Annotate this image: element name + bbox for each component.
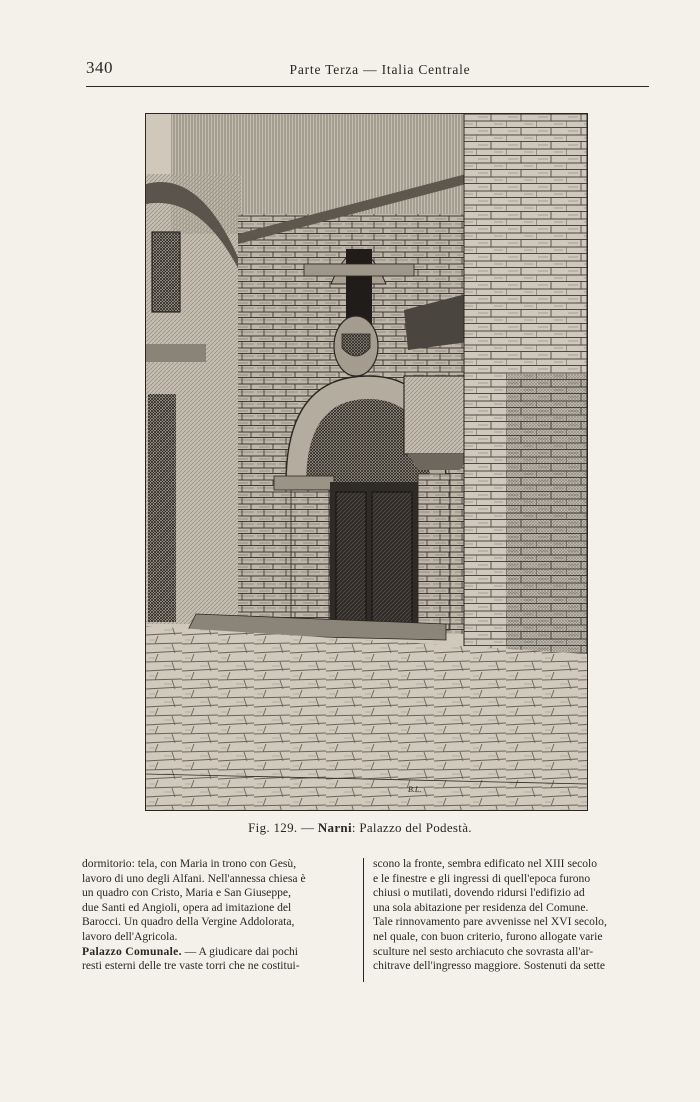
caption-dash: —: [297, 820, 318, 835]
engraving-illustration: [146, 114, 587, 810]
text-line: Tale rinnovamento pare avvenisse nel XVI secolo,: [373, 915, 607, 929]
column-divider: [363, 858, 364, 982]
text-column-right: [373, 857, 647, 974]
text-line: due Santi ed Angioli, opera ad imitazione del: [82, 900, 292, 914]
figure-caption: [0, 820, 700, 836]
paragraph-palazzo-comunale: [82, 945, 356, 960]
engraving-palazzo-podesta: [145, 113, 588, 811]
text-line: chitrave dell'ingresso maggiore. Sostenuti da sette: [373, 959, 605, 973]
text-line: un quadro con Cristo, Maria e San Giuseppe,: [82, 886, 291, 900]
text-line: chiusi o mutilati, dovendo ridursi l'edifizio ad: [373, 886, 585, 900]
text-line: e le finestre e gli ingressi di quell'epoca furono: [373, 871, 591, 885]
text-line: resti esterni delle tre vaste torri che ne costitui-: [82, 959, 300, 973]
text-line: lavoro di uno degli Alfani. Nell'annessa chiesa è: [82, 871, 306, 885]
text-column-left: [82, 857, 356, 974]
header-rule: [86, 86, 649, 87]
section-title: Palazzo Comunale.: [82, 944, 182, 958]
engraver-signature: B.L.: [408, 785, 422, 794]
text-line: lavoro dell'Agricola.: [82, 929, 178, 943]
caption-text: : Palazzo del Podestà.: [351, 820, 472, 835]
text-line: Barocci. Un quadro della Vergine Addolorata,: [82, 915, 295, 929]
text-line: — A giudicare dai pochi: [181, 944, 299, 958]
text-line: scono la fronte, sembra edificato nel XIII secolo: [373, 857, 598, 870]
text-line: una sola abitazione per residenza del Comune.: [373, 900, 589, 914]
text-line: nel quale, con buon criterio, furono allogate varie: [373, 929, 603, 943]
page-number: 340: [86, 58, 113, 77]
caption-label: Fig. 129.: [248, 820, 298, 835]
text-line: dormitorio: tela, con Maria in trono con Gesù,: [82, 857, 297, 870]
running-head: Parte Terza — Italia Centrale: [289, 62, 471, 77]
caption-place: Narni: [317, 820, 352, 835]
text-line: sculture nel sesto archiacuto che sovrasta all'ar-: [373, 944, 594, 958]
